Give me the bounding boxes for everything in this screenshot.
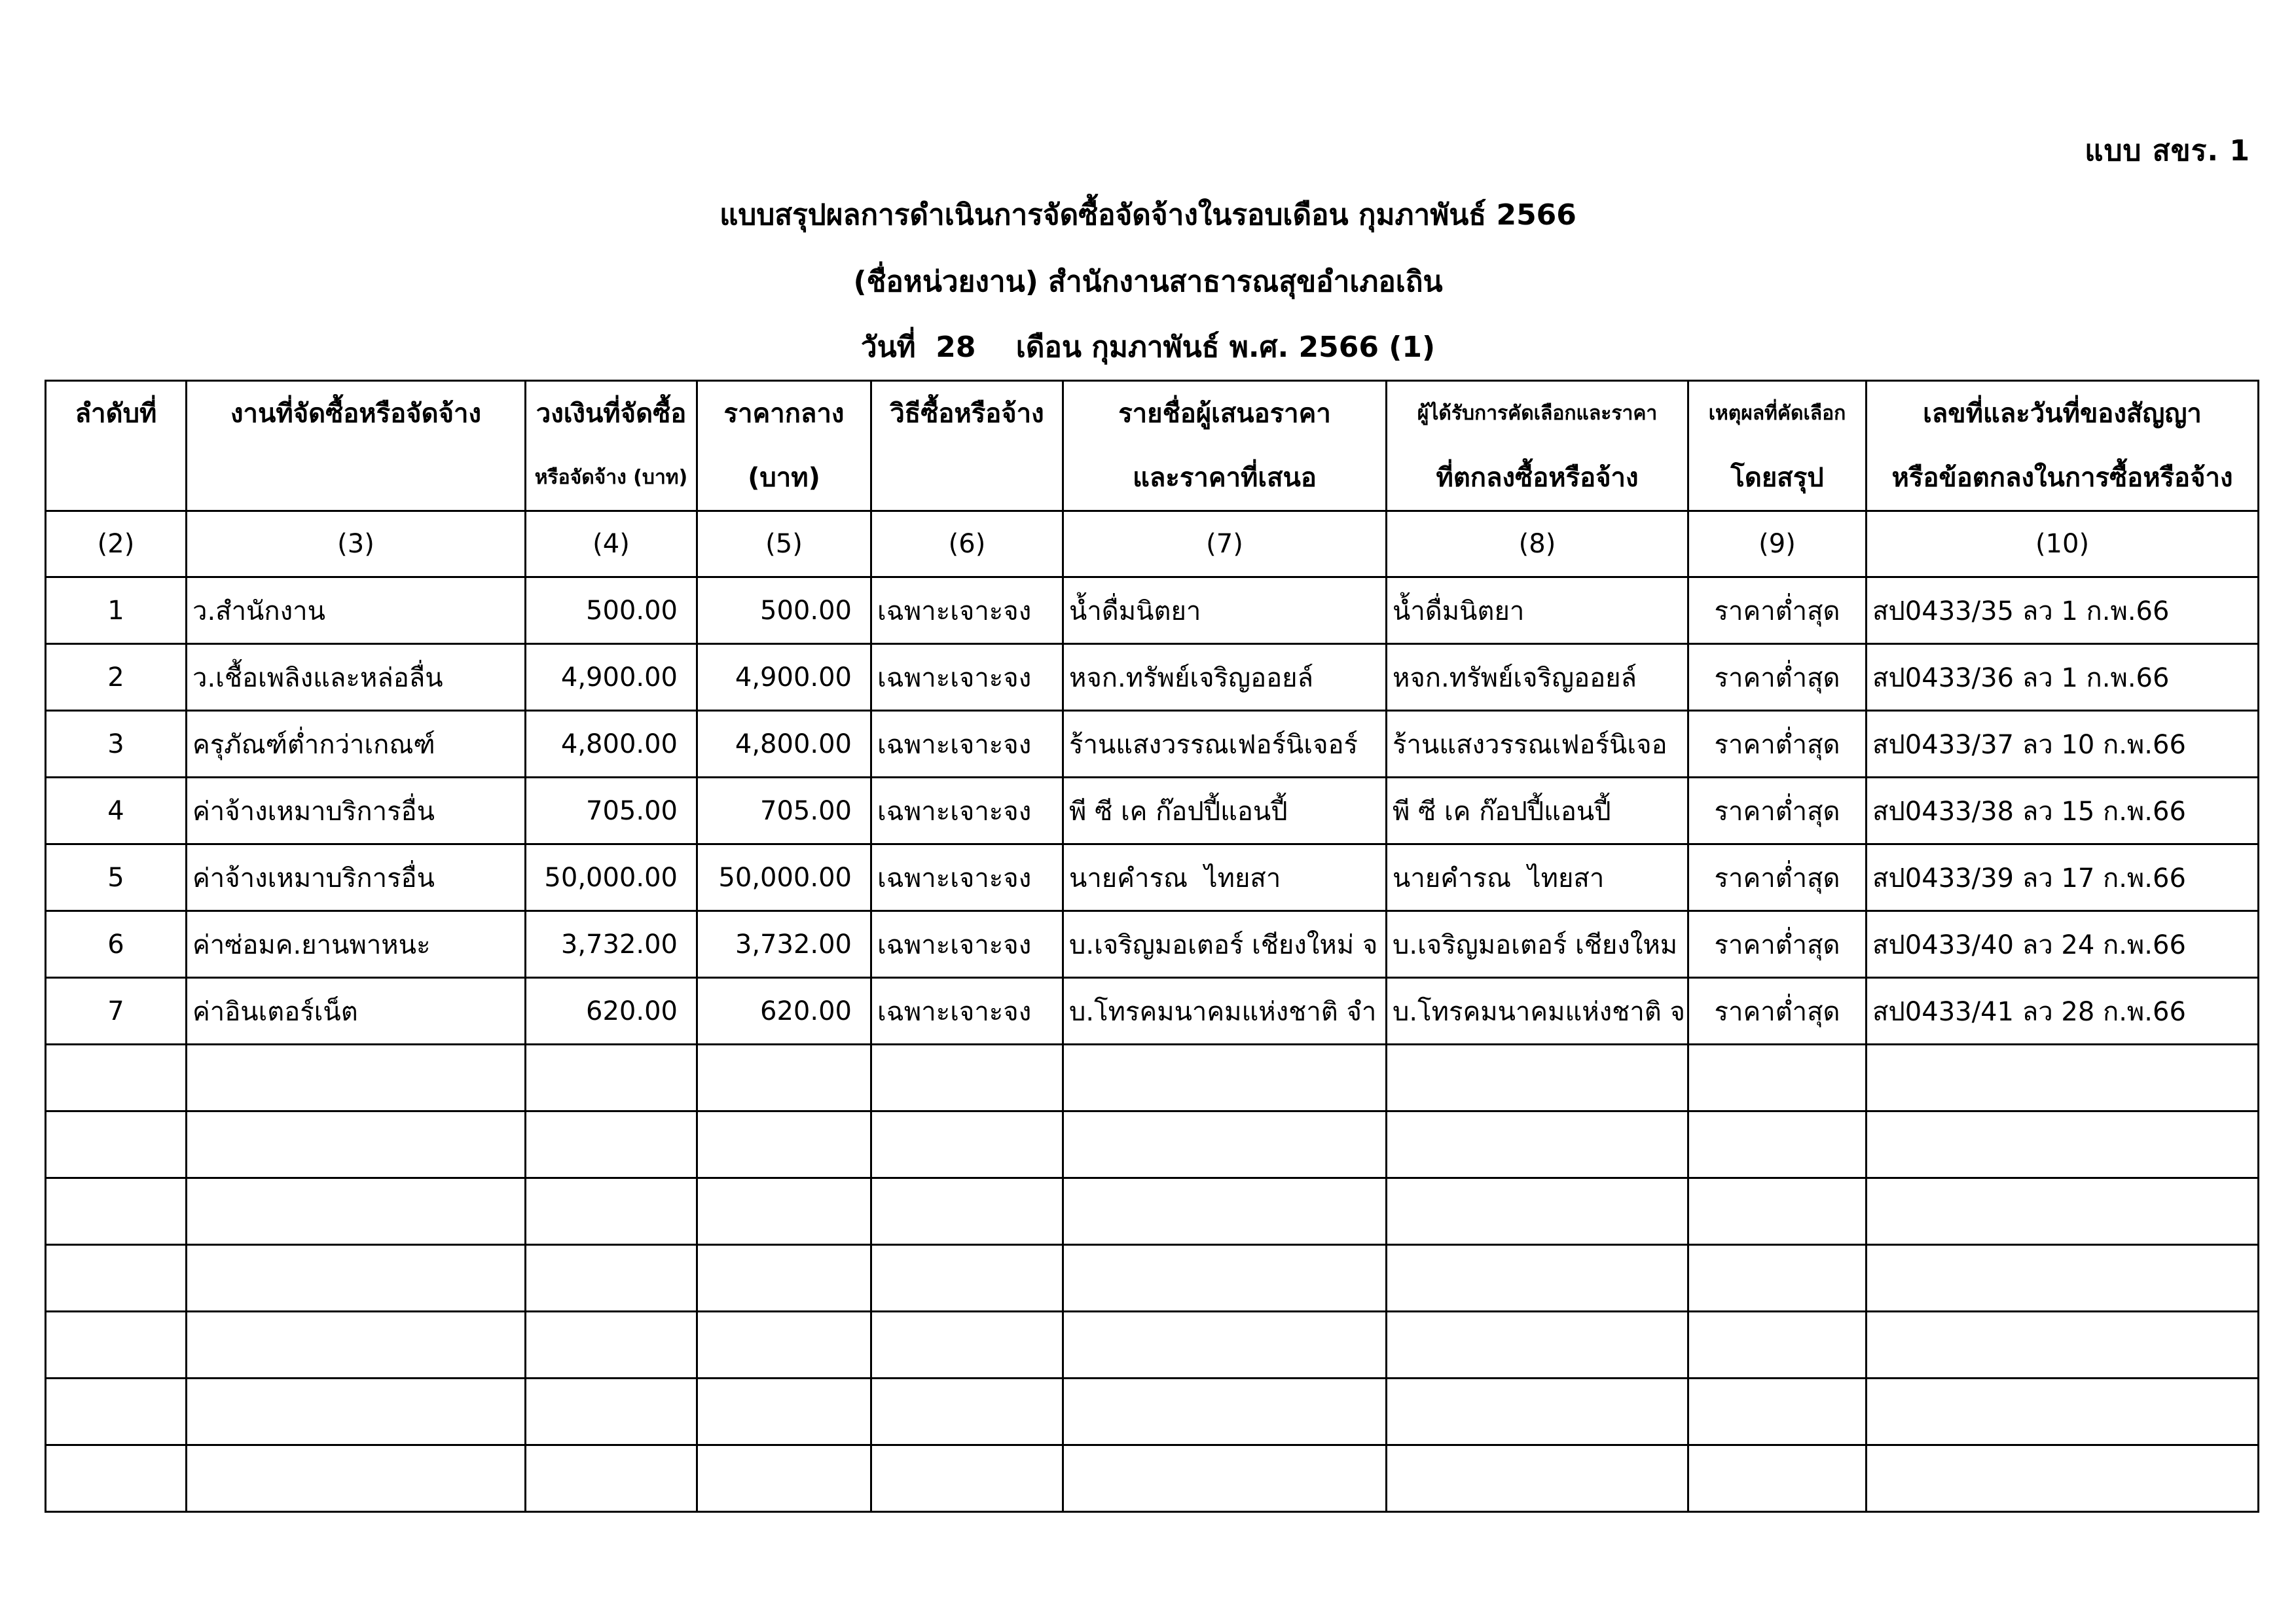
- empty-cell: [871, 1379, 1063, 1445]
- cell-method: เฉพาะเจาะจง: [871, 577, 1063, 644]
- empty-cell: [697, 1312, 871, 1379]
- empty-cell: [46, 1045, 187, 1111]
- header-item: [187, 381, 526, 511]
- header-row: [46, 381, 2259, 511]
- header-budget-label: วงเงินที่จัดซื้อ: [536, 399, 687, 429]
- cell-no: 6: [46, 911, 187, 978]
- cell-method: เฉพาะเจาะจง: [871, 978, 1063, 1045]
- empty-cell: [1688, 1312, 1867, 1379]
- column-number: (7): [1063, 511, 1387, 577]
- empty-row: [46, 1245, 2259, 1312]
- cell-median-price: 50,000.00: [697, 844, 871, 911]
- cell-winner: น้ำดื่มนิตยา: [1387, 577, 1688, 644]
- header-no-label: ลำดับที่: [75, 399, 157, 429]
- header-median-price-label: ราคากลาง: [723, 399, 845, 429]
- empty-cell: [1387, 1178, 1688, 1245]
- empty-cell: [187, 1178, 526, 1245]
- cell-budget: 4,900.00: [526, 644, 697, 711]
- header-budget-sublabel: หรือจัดจ้าง (บาท): [534, 466, 688, 489]
- empty-cell: [1867, 1312, 2259, 1379]
- empty-cell: [187, 1312, 526, 1379]
- cell-contract: สป0433/39 ลว 17 ก.พ.66: [1867, 844, 2259, 911]
- cell-contract: สป0433/40 ลว 24 ก.พ.66: [1867, 911, 2259, 978]
- empty-cell: [697, 1045, 871, 1111]
- column-number: (9): [1688, 511, 1867, 577]
- cell-budget: 620.00: [526, 978, 697, 1045]
- column-number-row: [46, 511, 2259, 577]
- empty-cell: [526, 1245, 697, 1312]
- header-winner-sublabel: ที่ตกลงซื้อหรือจ้าง: [1436, 463, 1639, 493]
- cell-budget: 3,732.00: [526, 911, 697, 978]
- header-reason-sublabel: โดยสรุป: [1730, 463, 1824, 493]
- cell-reason: ราคาต่ำสุด: [1688, 577, 1867, 644]
- cell-median-price: 705.00: [697, 778, 871, 844]
- column-number: (4): [526, 511, 697, 577]
- empty-cell: [526, 1445, 697, 1512]
- empty-cell: [1387, 1245, 1688, 1312]
- header-reason: [1688, 381, 1867, 511]
- empty-cell: [46, 1178, 187, 1245]
- empty-cell: [1063, 1045, 1387, 1111]
- empty-cell: [1387, 1312, 1688, 1379]
- cell-bidders: ร้านแสงวรรณเฟอร์นิเจอร์: [1063, 711, 1387, 778]
- cell-bidders: พี ซี เค ก๊อปปี้แอนปี้: [1063, 778, 1387, 844]
- table-row: [46, 644, 2259, 711]
- empty-cell: [871, 1178, 1063, 1245]
- header-median-price: [697, 381, 871, 511]
- cell-method: เฉพาะเจาะจง: [871, 778, 1063, 844]
- cell-budget: 4,800.00: [526, 711, 697, 778]
- empty-cell: [187, 1245, 526, 1312]
- header-contract-sublabel: หรือข้อตกลงในการซื้อหรือจ้าง: [1891, 463, 2233, 493]
- empty-cell: [1063, 1312, 1387, 1379]
- empty-cell: [46, 1312, 187, 1379]
- empty-cell: [46, 1445, 187, 1512]
- header-bidders-sublabel: และราคาที่เสนอ: [1133, 463, 1317, 493]
- column-number: (8): [1387, 511, 1688, 577]
- empty-cell: [1063, 1379, 1387, 1445]
- cell-method: เฉพาะเจาะจง: [871, 844, 1063, 911]
- header-median-price-sublabel: (บาท): [748, 463, 820, 493]
- procurement-table: [45, 380, 2259, 1513]
- cell-bidders: บ.เจริญมอเตอร์ เชียงใหม่ จ: [1063, 911, 1387, 978]
- empty-cell: [1867, 1379, 2259, 1445]
- header-method-label: วิธีซื้อหรือจ้าง: [890, 399, 1044, 429]
- cell-median-price: 3,732.00: [697, 911, 871, 978]
- empty-cell: [187, 1045, 526, 1111]
- empty-row: [46, 1045, 2259, 1111]
- cell-bidders: น้ำดื่มนิตยา: [1063, 577, 1387, 644]
- cell-item: ว.เชื้อเพลิงและหล่อลื่น: [187, 644, 526, 711]
- cell-method: เฉพาะเจาะจง: [871, 644, 1063, 711]
- cell-no: 7: [46, 978, 187, 1045]
- empty-cell: [871, 1245, 1063, 1312]
- cell-item: ว.สำนักงาน: [187, 577, 526, 644]
- empty-cell: [1867, 1445, 2259, 1512]
- empty-cell: [526, 1045, 697, 1111]
- cell-contract: สป0433/37 ลว 10 ก.พ.66: [1867, 711, 2259, 778]
- empty-cell: [697, 1178, 871, 1245]
- empty-cell: [1063, 1178, 1387, 1245]
- cell-item: ค่าซ่อมค.ยานพาหนะ: [187, 911, 526, 978]
- cell-item: ค่าจ้างเหมาบริการอื่น: [187, 844, 526, 911]
- empty-cell: [1867, 1111, 2259, 1178]
- form-code: แบบ สขร. 1: [2085, 134, 2250, 168]
- cell-no: 4: [46, 778, 187, 844]
- header-reason-label: เหตุผลที่คัดเลือก: [1708, 402, 1846, 425]
- empty-row: [46, 1178, 2259, 1245]
- cell-no: 1: [46, 577, 187, 644]
- empty-cell: [46, 1379, 187, 1445]
- table-row: [46, 911, 2259, 978]
- cell-budget: 50,000.00: [526, 844, 697, 911]
- cell-reason: ราคาต่ำสุด: [1688, 844, 1867, 911]
- cell-median-price: 620.00: [697, 978, 871, 1045]
- header-budget: [526, 381, 697, 511]
- cell-bidders: บ.โทรคมนาคมแห่งชาติ จำ: [1063, 978, 1387, 1045]
- empty-cell: [1688, 1111, 1867, 1178]
- cell-winner: บ.โทรคมนาคมแห่งชาติ จ: [1387, 978, 1688, 1045]
- cell-median-price: 500.00: [697, 577, 871, 644]
- header-no: [46, 381, 187, 511]
- empty-cell: [1387, 1445, 1688, 1512]
- empty-cell: [1387, 1379, 1688, 1445]
- empty-cell: [697, 1111, 871, 1178]
- cell-median-price: 4,800.00: [697, 711, 871, 778]
- empty-cell: [1867, 1245, 2259, 1312]
- cell-bidders: หจก.ทรัพย์เจริญออยล์: [1063, 644, 1387, 711]
- table-row: [46, 778, 2259, 844]
- empty-cell: [1387, 1045, 1688, 1111]
- cell-reason: ราคาต่ำสุด: [1688, 911, 1867, 978]
- empty-cell: [1063, 1245, 1387, 1312]
- cell-contract: สป0433/38 ลว 15 ก.พ.66: [1867, 778, 2259, 844]
- cell-contract: สป0433/41 ลว 28 ก.พ.66: [1867, 978, 2259, 1045]
- empty-cell: [697, 1379, 871, 1445]
- report-date: [0, 324, 2296, 370]
- table-row: [46, 577, 2259, 644]
- column-number: (3): [187, 511, 526, 577]
- empty-row: [46, 1445, 2259, 1512]
- empty-cell: [1688, 1445, 1867, 1512]
- agency-name: (ชื่อหน่วยงาน) สำนักงานสาธารณสุขอำเภอเถิน: [853, 265, 1443, 298]
- empty-cell: [187, 1445, 526, 1512]
- empty-cell: [1688, 1379, 1867, 1445]
- empty-cell: [1387, 1111, 1688, 1178]
- cell-method: เฉพาะเจาะจง: [871, 711, 1063, 778]
- cell-budget: 705.00: [526, 778, 697, 844]
- report-date-text: วันที่ 28 เดือน กุมภาพันธ์ พ.ศ. 2566 (1): [860, 331, 1436, 364]
- header-item-label: งานที่จัดซื้อหรือจัดจ้าง: [230, 399, 481, 429]
- header-winner: [1387, 381, 1688, 511]
- cell-contract: สป0433/36 ลว 1 ก.พ.66: [1867, 644, 2259, 711]
- empty-cell: [871, 1312, 1063, 1379]
- cell-method: เฉพาะเจาะจง: [871, 911, 1063, 978]
- cell-winner: นายคำรณ ไทยสา: [1387, 844, 1688, 911]
- column-number: (2): [46, 511, 187, 577]
- empty-row: [46, 1111, 2259, 1178]
- header-bidders: [1063, 381, 1387, 511]
- empty-cell: [526, 1312, 697, 1379]
- cell-winner: พี ซี เค ก๊อปปี้แอนปี้: [1387, 778, 1688, 844]
- empty-cell: [1688, 1245, 1867, 1312]
- cell-item: ค่าจ้างเหมาบริการอื่น: [187, 778, 526, 844]
- empty-cell: [46, 1111, 187, 1178]
- cell-no: 3: [46, 711, 187, 778]
- empty-cell: [1063, 1445, 1387, 1512]
- empty-cell: [871, 1111, 1063, 1178]
- cell-item: ค่าอินเตอร์เน็ต: [187, 978, 526, 1045]
- empty-cell: [187, 1111, 526, 1178]
- header-winner-label: ผู้ได้รับการคัดเลือกและราคา: [1417, 402, 1658, 425]
- empty-cell: [526, 1178, 697, 1245]
- cell-contract: สป0433/35 ลว 1 ก.พ.66: [1867, 577, 2259, 644]
- cell-no: 2: [46, 644, 187, 711]
- header-contract: [1867, 381, 2259, 511]
- empty-row: [46, 1312, 2259, 1379]
- column-number: (5): [697, 511, 871, 577]
- empty-cell: [697, 1245, 871, 1312]
- cell-bidders: นายคำรณ ไทยสา: [1063, 844, 1387, 911]
- report-title: แบบสรุปผลการดำเนินการจัดซื้อจัดจ้างในรอบเดือน กุมภาพันธ์ 2566: [720, 198, 1576, 232]
- column-number: (10): [1867, 511, 2259, 577]
- empty-cell: [697, 1445, 871, 1512]
- cell-winner: หจก.ทรัพย์เจริญออยล์: [1387, 644, 1688, 711]
- empty-cell: [871, 1045, 1063, 1111]
- cell-winner: ร้านแสงวรรณเฟอร์นิเจอ: [1387, 711, 1688, 778]
- header-contract-label: เลขที่และวันที่ของสัญญา: [1923, 399, 2202, 429]
- table-row: [46, 711, 2259, 778]
- empty-cell: [526, 1111, 697, 1178]
- cell-budget: 500.00: [526, 577, 697, 644]
- column-number: (6): [871, 511, 1063, 577]
- table-row: [46, 978, 2259, 1045]
- empty-cell: [526, 1379, 697, 1445]
- empty-cell: [46, 1245, 187, 1312]
- empty-cell: [1063, 1111, 1387, 1178]
- empty-cell: [187, 1379, 526, 1445]
- cell-reason: ราคาต่ำสุด: [1688, 778, 1867, 844]
- empty-cell: [871, 1445, 1063, 1512]
- cell-reason: ราคาต่ำสุด: [1688, 978, 1867, 1045]
- empty-cell: [1688, 1045, 1867, 1111]
- cell-reason: ราคาต่ำสุด: [1688, 644, 1867, 711]
- cell-winner: บ.เจริญมอเตอร์ เชียงใหม: [1387, 911, 1688, 978]
- cell-item: ครุภัณฑ์ต่ำกว่าเกณฑ์: [187, 711, 526, 778]
- header-method: [871, 381, 1063, 511]
- cell-no: 5: [46, 844, 187, 911]
- cell-median-price: 4,900.00: [697, 644, 871, 711]
- empty-cell: [1688, 1178, 1867, 1245]
- empty-row: [46, 1379, 2259, 1445]
- empty-cell: [1867, 1045, 2259, 1111]
- table-row: [46, 844, 2259, 911]
- header-bidders-label: รายชื่อผู้เสนอราคา: [1118, 399, 1331, 429]
- cell-reason: ราคาต่ำสุด: [1688, 711, 1867, 778]
- empty-cell: [1867, 1178, 2259, 1245]
